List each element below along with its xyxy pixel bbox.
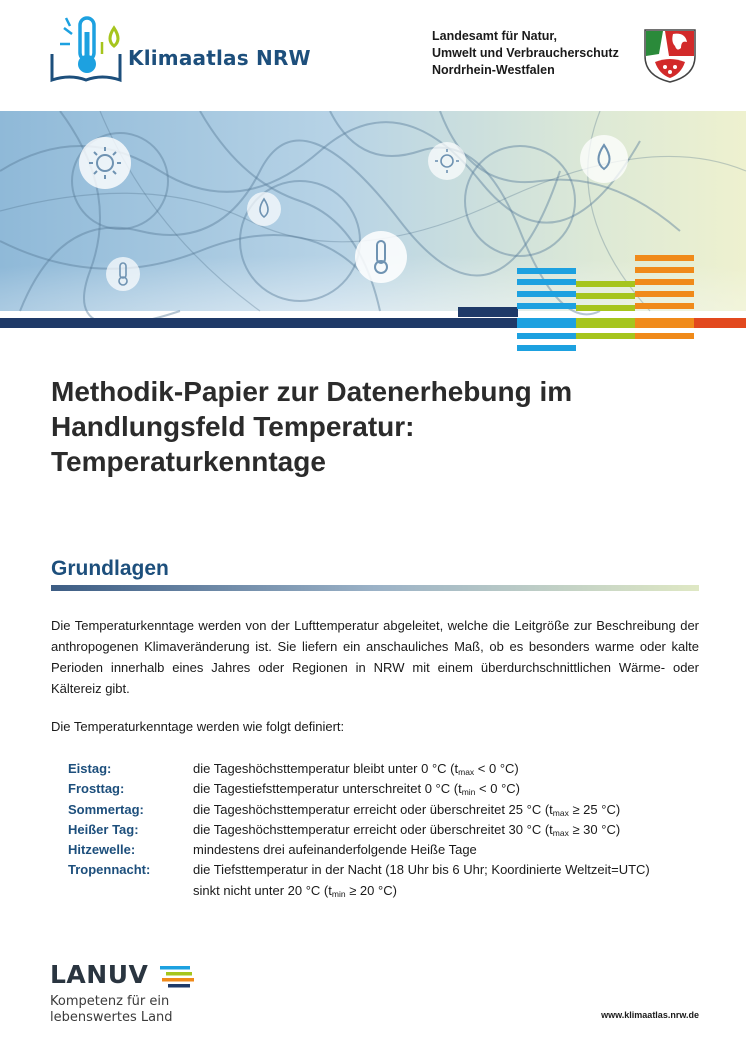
thermometer-icon	[355, 231, 407, 283]
definition-text: sinkt nicht unter 20 °C ($t_{min} \ge 20$ °C)	[193, 882, 397, 899]
lanuv-tagline	[50, 994, 173, 1026]
title-line-1: Methodik-Papier zur Datenerhebung im	[51, 376, 573, 407]
header-banner	[0, 111, 746, 353]
website-link[interactable]: www.klimaatlas.nrw.de	[601, 1010, 699, 1020]
definition-row	[68, 800, 708, 820]
droplet-icon	[580, 135, 628, 183]
klimaatlas-logo-icon	[50, 14, 130, 86]
definition-text: die Tageshöchsttemperatur bleibt unter 0 °C ($t_{max} < 0$ °C)	[193, 761, 519, 777]
document-title	[51, 374, 691, 479]
agency-name	[432, 28, 619, 79]
agency-line-2: Umwelt und Verbraucherschutz	[432, 46, 619, 60]
lanuv-logo-text: LANUV	[50, 960, 149, 989]
lanuv-tagline-line-1: Kompetenz für ein	[50, 994, 170, 1009]
definition-term: Hitzewelle:	[68, 842, 136, 858]
definition-row	[68, 779, 708, 799]
intro-paragraph: Die Temperaturkenntage werden von der Lufttemperatur abgeleitet, welche die Leitgröße zur Beschreibung der anthropogenen Klimaveränderung ist. Sie liefern ein anschauliches Maß, ob es besonders warme oder kalte Perioden innerhalb eines Jahres oder Regionen in NRW mit einem überdurchschnittlichen Wärme- oder Kältereiz gibt.	[51, 618, 699, 696]
agency-line-1: Landesamt für Natur,	[432, 29, 558, 43]
definition-row	[68, 840, 708, 860]
definition-row	[68, 820, 708, 840]
definition-term: Tropennacht:	[68, 862, 151, 878]
definition-term: Eistag:	[68, 761, 112, 776]
definition-text: die Tageshöchsttemperatur erreicht oder überschreitet 25 °C ($t_{max} \ge 25$ °C)	[193, 801, 621, 818]
lanuv-tagline-line-2: lebenswertes Land	[50, 1010, 173, 1025]
sun-icon	[79, 137, 131, 189]
droplet-icon	[247, 192, 281, 226]
nrw-crest-icon	[641, 26, 699, 84]
section-rule	[51, 585, 699, 591]
definition-term	[68, 881, 193, 901]
definition-list	[68, 759, 708, 901]
definition-term: Frosttag:	[68, 781, 125, 797]
thermometer-icon	[106, 257, 140, 291]
definition-intro: Die Temperaturkenntage werden wie folgt definiert:	[51, 719, 345, 734]
definition-text: die Tagestiefsttemperatur unterschreitet 0 °C ($t_{min} < 0$ °C)	[193, 781, 520, 798]
logo-text: Klimaatlas NRW	[128, 46, 311, 70]
agency-line-3: Nordrhein-Westfalen	[432, 63, 555, 77]
sun-icon	[428, 142, 466, 180]
definition-term: Sommertag:	[68, 801, 144, 817]
definition-row	[68, 759, 708, 779]
definition-text: die Tageshöchsttemperatur erreicht oder überschreitet 30 °C ($t_{max} \ge 30$ °C)	[193, 821, 621, 838]
section-heading: Grundlagen	[51, 557, 169, 580]
definition-term: Heißer Tag:	[68, 821, 139, 837]
lanuv-logo-stripes-icon	[160, 966, 194, 988]
definition-row	[68, 860, 708, 880]
definition-row	[68, 881, 708, 901]
definition-text: mindestens drei aufeinanderfolgende Heiße Tage	[193, 842, 477, 858]
definition-text: die Tiefsttemperatur in der Nacht (18 Uhr bis 6 Uhr; Koordinierte Weltzeit=UTC)	[193, 862, 650, 878]
title-line-2: Handlungsfeld Temperatur:	[51, 411, 415, 442]
title-line-3: Temperaturkenntage	[51, 446, 326, 477]
